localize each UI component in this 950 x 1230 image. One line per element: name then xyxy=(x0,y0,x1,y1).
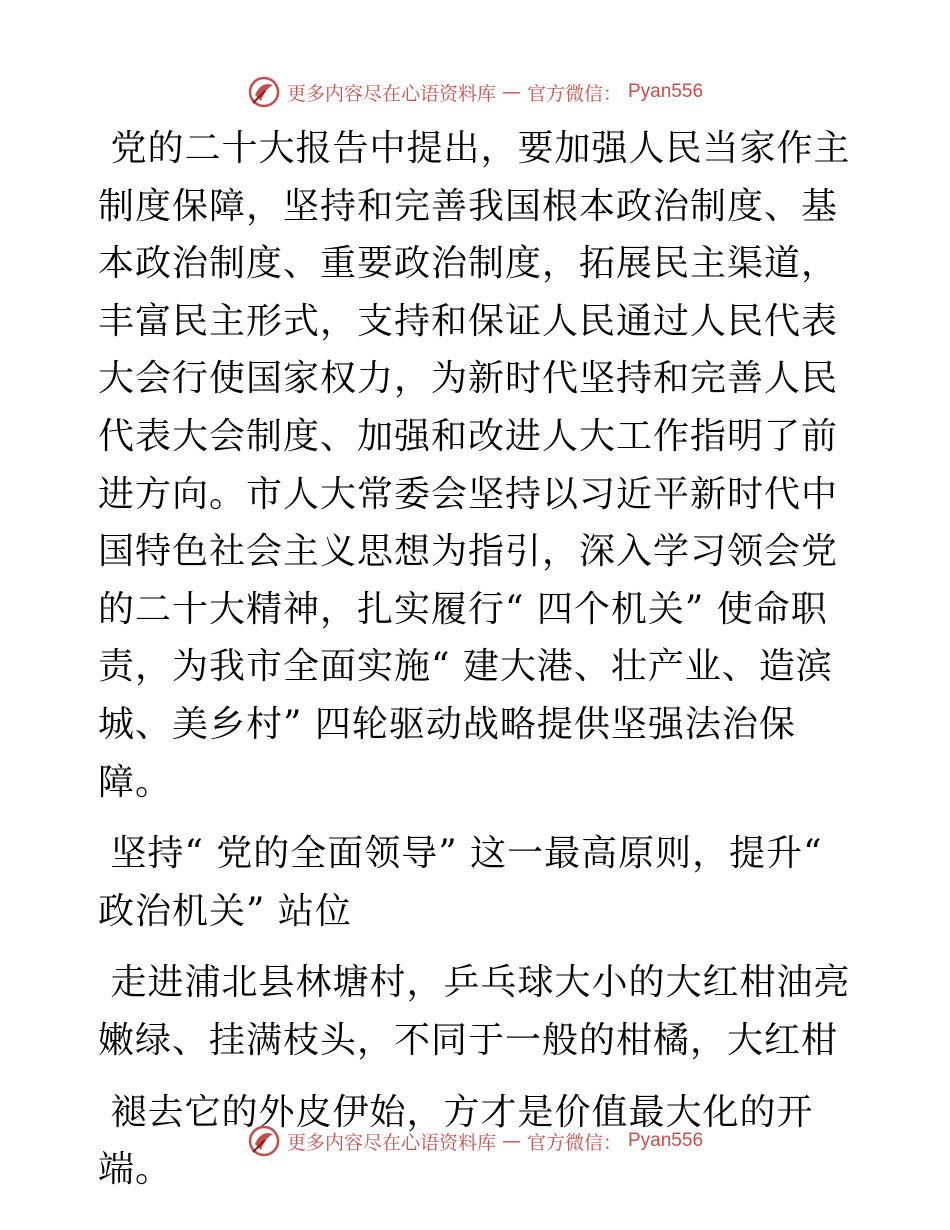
contact-id: Pyan556 xyxy=(628,81,704,102)
logo-icon xyxy=(247,75,281,109)
contact-label: 官方微信： xyxy=(526,82,622,105)
document-body xyxy=(98,120,858,1199)
contact-label: 官方微信： xyxy=(526,1131,622,1154)
section-heading: 坚持“ 党的全面领导” 这一最高原则，提升“ 政治机关” 站位 xyxy=(98,833,836,932)
paragraph: 褪去它的外皮伊始，方才是价值最大化的开端。 xyxy=(98,1091,814,1191)
paragraph: 走进浦北县林塘村，乒乓球大小的大红柑油亮嫩绿、挂满枝头，不同于一般的柑橘，大红柑 xyxy=(98,962,851,1061)
contact-id: Pyan556 xyxy=(628,1130,704,1151)
banner-separator: — xyxy=(501,1130,521,1152)
banner-text: 更多内容尽在心语资料库 xyxy=(286,82,496,105)
logo-icon xyxy=(247,1124,281,1158)
banner-text: 更多内容尽在心语资料库 xyxy=(286,1131,496,1154)
header-watermark xyxy=(0,72,950,112)
banner-separator: — xyxy=(501,81,521,103)
footer-watermark xyxy=(0,1121,950,1161)
paragraph: 党的二十大报告中提出，要加强人民当家作主制度保障，坚持和完善我国根本政治制度、基本政治制度、重要政治制度，拓展民主渠道，丰富民主形式，支持和保证人民通过人民代表大会行使国家权力，为新时代坚持和完善人民代表大会制度、加强和改进人大工作指明了前进方向。市人大常委会坚持以习近平新时代中国特色社会主义思想为指引，深入学习领会党的二十大精神，扎实履行“ 四个机关” 使命职责，为我市全面实施“ 建大港、壮产业、造滨城、美乡村” 四轮驱动战略提供坚强法治保障。 xyxy=(98,128,851,803)
